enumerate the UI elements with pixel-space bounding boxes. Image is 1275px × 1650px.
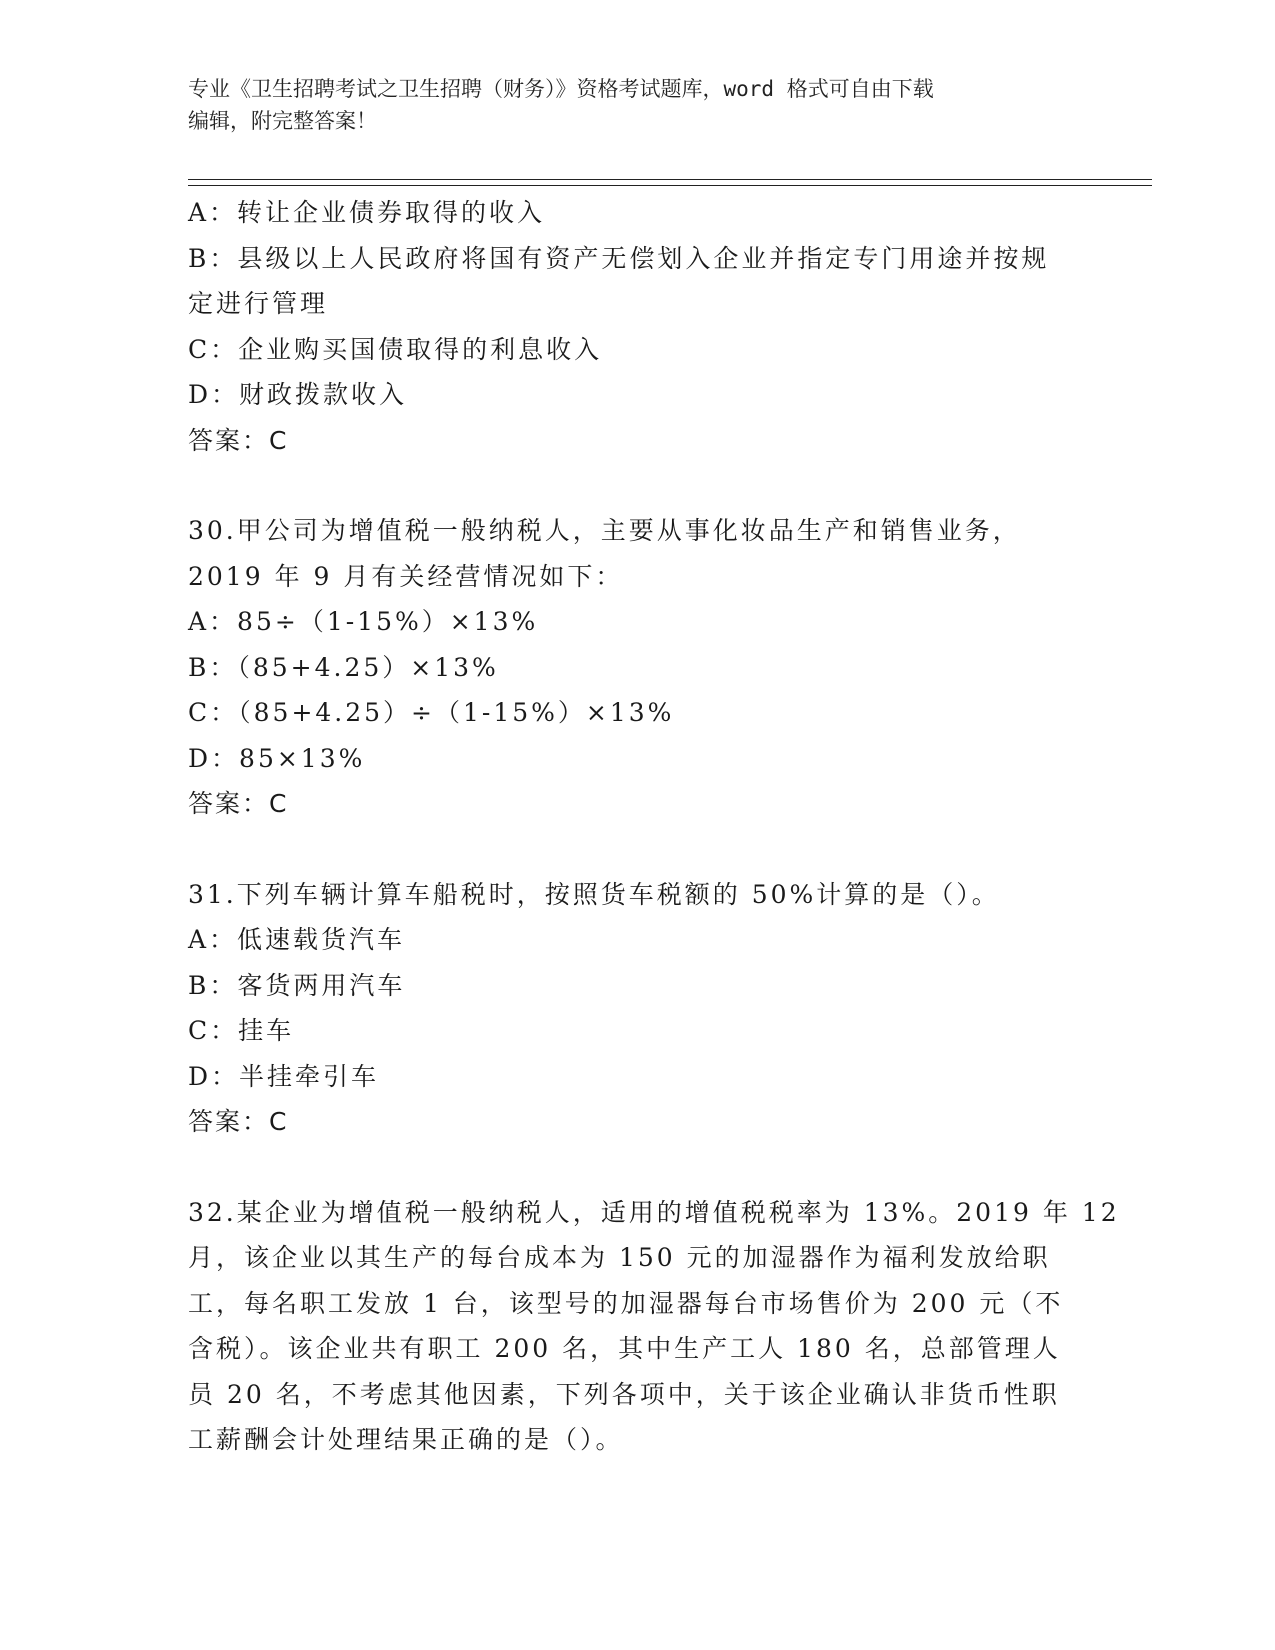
question-stem-line: 工，每名职工发放 1 台，该型号的加湿器每台市场售价为 200 元（不 bbox=[188, 1288, 1064, 1318]
option-c: C：（85+4.25）÷（1-15%）×13% bbox=[188, 698, 675, 727]
question-30 bbox=[188, 508, 1088, 827]
option-b-continued: 定进行管理 bbox=[188, 289, 329, 318]
question-stem-line: 含税）。该企业共有职工 200 名，其中生产工人 180 名，总部管理人 bbox=[188, 1334, 1061, 1363]
question-stem-line: 员 20 名，不考虑其他因素，下列各项中，关于该企业确认非货币性职 bbox=[188, 1379, 1060, 1409]
option-a: A：转让企业债券取得的收入 bbox=[188, 198, 546, 227]
option-a: A：85÷（1-15%）×13% bbox=[188, 607, 539, 636]
header-line-2: 编辑，附完整答案！ bbox=[188, 109, 377, 133]
header-line-1: 专业《卫生招聘考试之卫生招聘（财务）》资格考试题库，word 格式可自由下载 bbox=[188, 77, 934, 101]
answer: 答案：C bbox=[188, 1107, 289, 1136]
answer: 答案：C bbox=[188, 789, 289, 818]
option-b: B：（85+4.25）×13% bbox=[188, 652, 499, 682]
question-stem-line: 31.下列车辆计算车船税时，按照货车税额的 50%计算的是（）。 bbox=[188, 879, 1000, 909]
header-divider-bottom bbox=[188, 185, 1152, 186]
option-d: D：半挂牵引车 bbox=[188, 1061, 380, 1091]
option-a: A：低速载货汽车 bbox=[188, 925, 406, 954]
header-divider-top bbox=[188, 179, 1152, 180]
page-header bbox=[188, 73, 1068, 137]
question-list bbox=[188, 190, 1120, 1463]
option-d: D：85×13% bbox=[188, 743, 366, 773]
option-b: B：县级以上人民政府将国有资产无偿划入企业并指定专门用途并按规 bbox=[188, 243, 1050, 273]
option-c: C：企业购买国债取得的利息收入 bbox=[188, 334, 603, 364]
question-29 bbox=[188, 190, 1088, 463]
option-c: C：挂车 bbox=[188, 1016, 295, 1045]
question-stem-line: 工薪酬会计处理结果正确的是（）。 bbox=[188, 1425, 624, 1454]
question-stem-line: 30.甲公司为增值税一般纳税人，主要从事化妆品生产和销售业务， bbox=[188, 516, 1021, 545]
question-stem-line: 2019 年 9 月有关经营情况如下： bbox=[188, 561, 624, 591]
option-d: D：财政拨款收入 bbox=[188, 380, 408, 409]
question-stem-line: 32.某企业为增值税一般纳税人，适用的增值税税率为 13%。2019 年 12 bbox=[188, 1197, 1120, 1227]
question-31 bbox=[188, 872, 1088, 1145]
option-b: B：客货两用汽车 bbox=[188, 970, 406, 1000]
question-32 bbox=[188, 1190, 1120, 1463]
answer: 答案：C bbox=[188, 425, 289, 455]
question-stem-line: 月，该企业以其生产的每台成本为 150 元的加湿器作为福利发放给职 bbox=[188, 1243, 1051, 1272]
